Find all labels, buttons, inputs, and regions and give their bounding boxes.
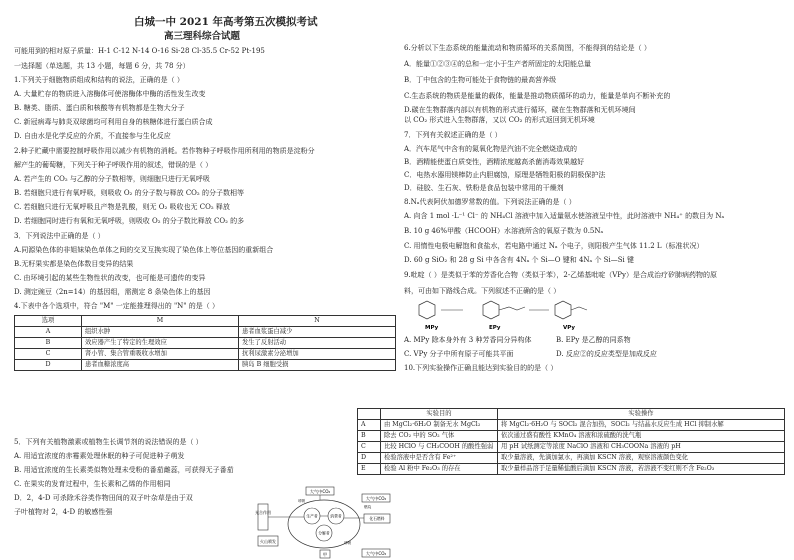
table-cell: 胰岛 B 细胞受损 <box>239 360 396 371</box>
table-header-row <box>15 316 396 327</box>
table-header: M <box>82 316 239 327</box>
q2-option-c: C. 若细胞只进行无氧呼吸且产物是乳酸，则无 O₂ 吸收也无 CO₂ 释放 <box>14 203 230 211</box>
table-header: N <box>239 316 396 327</box>
table-row <box>15 327 396 338</box>
q3-stem: 3．下列说法中正确的是（ ） <box>14 232 105 240</box>
q3-option-c: C. 由环境引起的某些生物性状的改变，也可能是可遗传的变异 <box>14 274 206 282</box>
q6-stem: 6.分析以下生态系统的能量流动和物质循环的关系简图，不能得到的结论是（ ） <box>404 44 651 52</box>
table-cell: B <box>15 338 82 349</box>
q8-stem: 8.Nₐ代表阿伏加德罗常数的值。下列说法正确的是（ ） <box>404 198 576 206</box>
diagram-arrow-label: 燃烧 <box>364 505 372 509</box>
table-row <box>358 420 785 431</box>
q4-table <box>14 315 396 371</box>
q7-option-b: B．酒精能使蛋白质变性，酒精浓度越高杀菌消毒效果越好 <box>404 158 585 166</box>
q6-option-b: B．丁中包含的生物可能处于食物链的最高营养级 <box>404 76 557 84</box>
diagram-node: 生产者 <box>306 513 318 519</box>
table-cell: 检验溶液中是否含有 Fe²⁺ <box>381 453 498 464</box>
q5-option-b: B. 用适宜浓度的生长素类似物处理未受粉的番茄雌蕊，可获得无子番茄 <box>14 466 234 474</box>
q7-option-d: D．硅胶、生石灰、铁粉是食品包装中常用的干燥剂 <box>404 184 564 192</box>
q5-option-d-line1: D．2，4-D 可杀除禾谷类作物田间的双子叶杂草是由于双 <box>14 494 193 502</box>
table-row <box>15 360 396 371</box>
q5-option-d-line2: 子叶植物对 2，4-D 的敏感性强 <box>14 508 113 516</box>
table-cell: 患者血糖浓度高 <box>82 360 239 371</box>
q8-option-b: B. 10 g 46%甲酸（HCOOH）水溶液所含的氧原子数为 0.5Nₐ <box>404 227 604 235</box>
table-header: 实验操作 <box>498 409 785 420</box>
mpy-ring <box>419 301 435 319</box>
q2-option-b: B. 若细胞只进行有氧呼吸，则吸收 O₂ 的分子数与释放 CO₂ 的分子数相等 <box>14 189 244 197</box>
epy-ring <box>483 301 499 319</box>
q2-option-a: A. 若产生的 CO₂ 与乙醇的分子数相等，则细胞只进行无氧呼吸 <box>14 175 210 183</box>
table-cell: D <box>358 453 381 464</box>
q10-stem: 10.下列实验操作正确且能达到实验目的的是（ ） <box>404 364 558 372</box>
table-row <box>358 464 785 475</box>
q1-stem: 1.下列关于细胞物质组成和结构的说法，正确的是（ ） <box>14 76 184 84</box>
q6-option-a: A．能量①②③④的总和一定小于生产者所固定的太阳能总量 <box>404 60 592 68</box>
carbon-cycle-diagram <box>255 486 396 560</box>
q3-option-a: A.同源染色体的非姐妹染色单体之间的交叉互换实现了染色体上等位基因的重新组合 <box>14 246 274 254</box>
q9-stem-line2: 料，可由如下路线合成。下列叙述不正确的是（ ） <box>404 287 561 295</box>
vpy-label: VPy <box>563 325 575 331</box>
q5-option-c: C. 在果实的发育过程中，生长素和乙烯的作用相同 <box>14 480 171 488</box>
table-cell: 用 pH 试纸测定等浓度 NaClO 溶液和 CH₃COONa 溶液的 pH <box>498 442 785 453</box>
atomic-masses: 可能用到的相对原子质量：H-1 C-12 N-14 O-16 Si-28 Cl-35.5 Cr-52 Pt-195 <box>14 47 265 55</box>
table-cell: 患者血浆蛋白减少 <box>239 327 396 338</box>
q3-option-b: B.无籽果实都是染色体数目变异的结果 <box>14 260 134 268</box>
vpy-ring <box>555 301 571 319</box>
table-cell: 依次通过盛有酸性 KMnO₄ 溶液和浓硫酸的洗气瓶 <box>498 431 785 442</box>
table-cell: E <box>358 464 381 475</box>
q7-option-c: C．电热水器用镁棒防止内胆腐蚀，原理是牺牲阳极的阴极保护法 <box>404 171 606 179</box>
table-cell: 效应器产生了特定的生理效应 <box>82 338 239 349</box>
q5-option-a: A. 用适宜浓度的赤霉素处理休眠的种子可促进种子萌发 <box>14 452 185 460</box>
q1-option-d: D. 自由水是化学反应的介质，不直接参与生化反应 <box>14 132 171 140</box>
table-cell: C <box>15 349 82 360</box>
diagram-bottom-label: 甲 <box>322 552 328 557</box>
q1-option-a: A. 大量贮存的物质进入溶酶体可使溶酶体中酶的活性发生改变 <box>14 90 206 98</box>
q8-option-c: C. 用惰性电极电解饱和食盐水，若电路中通过 Nₐ 个电子，则阳极产生气体 11.2 L（标准状况） <box>404 242 704 250</box>
table-cell: D <box>15 360 82 371</box>
diagram-volcano-label: 火山喷发 <box>260 539 276 544</box>
table-row <box>15 349 396 360</box>
q10-table <box>357 408 785 475</box>
q9-option-a: A. MPy 除本身外有 3 种芳香同分异构体 <box>404 336 532 344</box>
diagram-arrow-label: 呼吸 <box>344 541 352 545</box>
diagram-box-top: 大气中CO₂ <box>309 489 331 494</box>
q4-stem: 4.下表中各个选项中，符合 "M" 一定能推理得出的 "N" 的是（ ） <box>14 302 219 310</box>
table-row <box>358 442 785 453</box>
table-cell: 发生了反射活动 <box>239 338 396 349</box>
diagram-box-right: 大气中CO₂ <box>365 496 387 501</box>
table-cell: 将 MgCl₂·6H₂O 与 SOCl₂ 混合加热，SOCl₂ 与结晶水反应生成 HCl 抑制水解 <box>498 420 785 431</box>
table-cell: 比较 HClO 与 CH₃COOH 的酸性强弱 <box>381 442 498 453</box>
q1-option-c: C. 新冠病毒与肺炎双球菌均可利用自身的核糖体进行蛋白质合成 <box>14 118 213 126</box>
diagram-left-label: 光合作用 <box>255 510 271 515</box>
diagram-arrow-label: 呼吸 <box>298 499 306 503</box>
table-cell: 肾小管、集合管重吸收水增加 <box>82 349 239 360</box>
table-cell: 组织水肿 <box>82 327 239 338</box>
table-cell: 取少量溶液，先滴加氯水，再滴加 KSCN 溶液，观察溶液颜色变化 <box>498 453 785 464</box>
table-cell: 抗利尿激素分泌增加 <box>239 349 396 360</box>
table-cell: A <box>358 420 381 431</box>
diagram-box-bottom: 大气中CO₂ <box>365 551 387 556</box>
q8-option-a: A. 向含 1 mol ·L⁻¹ Cl⁻ 的 NH₄Cl 溶液中加入适量氨水使溶液呈中性，此时溶液中 NH₄⁺ 的数目为 Nₐ <box>404 212 725 220</box>
table-row <box>15 338 396 349</box>
table-row <box>358 431 785 442</box>
q9-option-c: C. VPy 分子中所有原子可能共平面 <box>404 350 514 358</box>
table-cell: A <box>15 327 82 338</box>
table-header: 实验目的 <box>381 409 498 420</box>
pyridine-reaction-scheme <box>405 299 595 333</box>
q2-stem-line1: 2.种子贮藏中需要控制呼吸作用以减少有机物的消耗。若作物种子呼吸作用所利用的物质是淀粉分 <box>14 147 315 155</box>
q2-stem-line2: 解产生的葡萄糖，下列关于种子呼吸作用的叙述，错误的是（ ） <box>14 161 213 169</box>
table-header-row <box>358 409 785 420</box>
q9-option-b: B. EPy 是乙醇的同系物 <box>556 336 631 344</box>
q7-option-a: A．汽车尾气中含有的氮氧化物是汽油不完全燃烧造成的 <box>404 145 578 153</box>
vpy-vinyl <box>571 307 587 310</box>
table-cell: 取少量样品溶于足量稀盐酸后滴加 KSCN 溶液，若溶液不变红则不含 Fe₂O₃ <box>498 464 785 475</box>
table-header <box>358 409 381 420</box>
diagram-node: 分解者 <box>318 530 330 536</box>
q9-stem-line1: 9.吡啶（ ）是类似于苯的芳香化合物（类似于苯），2-乙烯基吡啶（VPy）是合成治疗矽肺病药物的原 <box>404 271 717 279</box>
epy-label: EPy <box>489 325 501 331</box>
epy-chain <box>499 307 525 310</box>
diagram-node: 消费者 <box>330 513 342 519</box>
table-cell: C <box>358 442 381 453</box>
table-cell: 除去 CO₂ 中的 SO₂ 气体 <box>381 431 498 442</box>
q1-option-b: B. 糖类、脂质、蛋白质和核酸等有机物都是生物大分子 <box>14 104 185 112</box>
q7-stem: 7．下列有关叙述正确的是（ ） <box>404 131 502 139</box>
q5-stem: 5．下列有关植物激素或植物生长调节剂的说法错误的是（ ） <box>14 438 203 446</box>
diagram-node: 化石燃料 <box>369 516 385 521</box>
table-row <box>358 453 785 464</box>
table-cell: 由 MgCl₂·6H₂O 制备无水 MgCl₂ <box>381 420 498 431</box>
exam-subtitle: 高三理科综合试题 <box>164 31 241 42</box>
q6-option-c: C.生态系统的物质是能量的载体，能量是推动物质循环的动力，能量是单向不断补充的 <box>404 92 671 100</box>
exam-title: 白城一中 2021 年高考第五次模拟考试 <box>134 16 318 28</box>
q9-option-d: D. 反应②的反应类型是加成反应 <box>556 350 657 358</box>
q6-option-d-line1: D.碳在生物群落内部以有机物的形式进行循环，碳在生物群落和无机环境间 <box>404 106 636 114</box>
q8-option-d: D. 60 g SiO₂ 和 28 g Si 中各含有 4Nₐ 个 Si—O 键和 4Nₐ 个 Si—Si 键 <box>404 256 634 264</box>
mpy-label: MPy <box>425 325 439 331</box>
table-header: 选项 <box>15 316 82 327</box>
table-cell: 检验 Al 粉中 Fe₂O₃ 的存在 <box>381 464 498 475</box>
q3-option-d: D. 测定豌豆（2n=14）的基因组，需测定 8 条染色体上的基因 <box>14 288 211 296</box>
q6-option-d-line2: 以 CO₂ 形式进入生物群落，又以 CO₂ 的形式返回到无机环境 <box>404 116 595 124</box>
q2-option-d: D. 若细胞同时进行有氧和无氧呼吸，则吸收 O₂ 的分子数比释放 CO₂ 的多 <box>14 217 245 225</box>
section-heading: 一选择题（单选题，共 13 小题，每题 6 分，共 78 分） <box>14 62 190 70</box>
table-cell: B <box>358 431 381 442</box>
